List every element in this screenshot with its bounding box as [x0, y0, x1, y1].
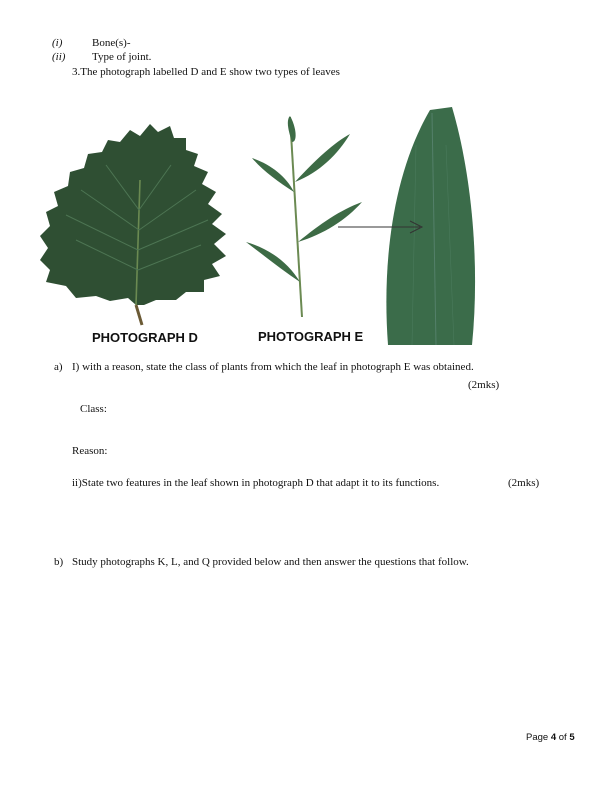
page-total: 5 [569, 732, 575, 743]
photograph-d-image [36, 120, 236, 330]
caption-photograph-e: PHOTOGRAPH E [258, 329, 364, 344]
page-current: 4 [550, 732, 557, 743]
part-a-label: a) [54, 361, 63, 373]
list-numeral-1: (i) [52, 37, 63, 49]
page-word: Page [526, 732, 549, 743]
class-label: Class: [80, 403, 107, 415]
part-b-label: b) [54, 556, 64, 568]
list-item-bones: Bone(s)- [92, 37, 131, 49]
marks-a-ii: (2mks) [508, 477, 540, 489]
list-numeral-2: (ii) [52, 51, 66, 63]
page-number [526, 732, 575, 743]
question-b: Study photographs K, L, and Q provided below and then answer the questions that follow. [72, 556, 469, 568]
question-a-i: I) with a reason, state the class of plants from which the leaf in photograph E was obtained. [72, 361, 474, 373]
question-a-ii: ii)State two features in the leaf shown in photograph D that adapt it to its functions. [72, 477, 440, 489]
of-word: of [558, 732, 567, 743]
reason-label: Reason: [72, 445, 108, 457]
caption-photograph-d: PHOTOGRAPH D [92, 330, 198, 345]
grass-blade-closeup [320, 105, 550, 350]
list-item-joint: Type of joint. [92, 51, 152, 63]
question-3-intro: 3.The photograph labelled D and E show two types of leaves [72, 66, 340, 78]
marks-a-i: (2mks) [468, 379, 500, 391]
